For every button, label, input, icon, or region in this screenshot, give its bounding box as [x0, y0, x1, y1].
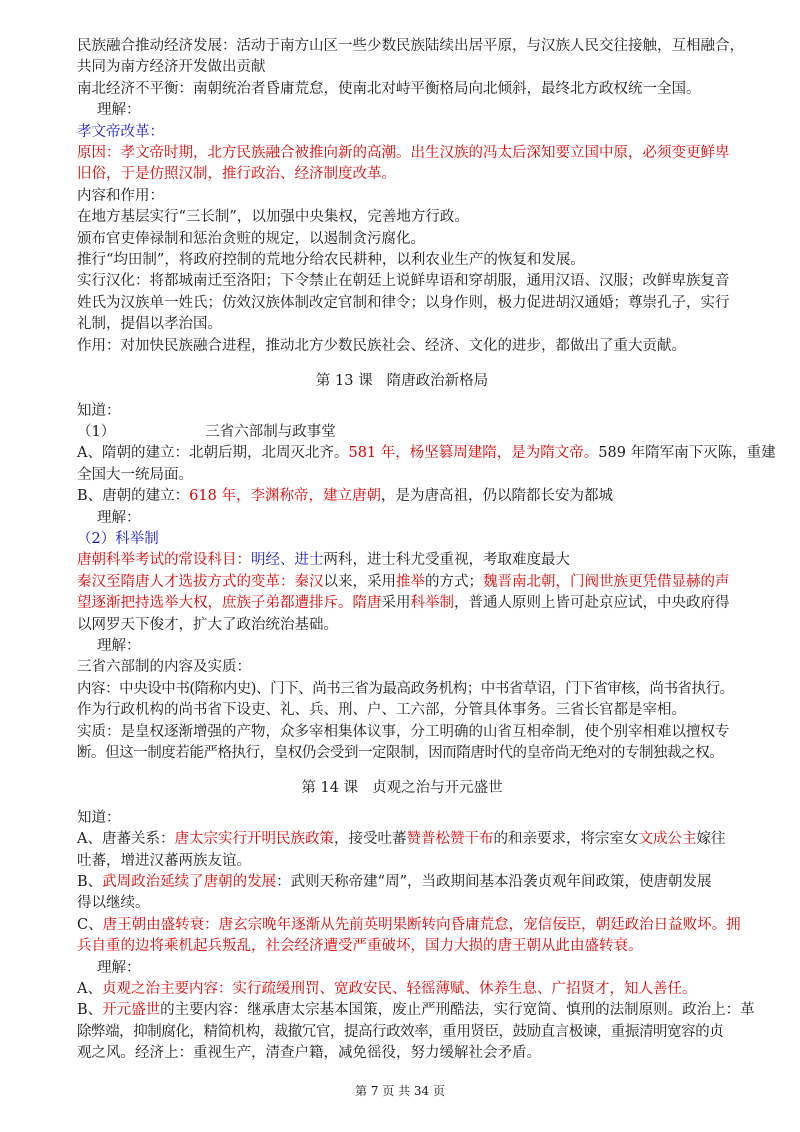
paragraph-line: 旧俗，于是仿照汉制，推行政治、经济制度改革。 [77, 166, 396, 183]
highlight-text: 唐王朝由盛转衰：唐玄宗晚年逐渐从先前英明果断转向昏庸荒怠，宠信佞臣，朝廷政治日益败坏。拥 [102, 916, 741, 933]
text-span: B、 [77, 1002, 103, 1019]
paragraph-line: 吐蕃，增进汉蕃两族友谊。 [77, 852, 251, 869]
paragraph-line: 礼制，提倡以孝治国。 [77, 316, 222, 333]
subsection-number: （1） [77, 423, 116, 440]
highlight-text: 文成公主 [638, 831, 697, 848]
text-span: 以来，采用 [323, 573, 396, 590]
paragraph-line [77, 572, 730, 593]
paragraph-line: 三省六部制的内容及实质： [77, 659, 251, 676]
lesson-number: 第 14 课 [301, 780, 359, 797]
paragraph-line: 全国大一统局面。 [77, 466, 193, 483]
text-span: A、唐蕃关系： [77, 831, 175, 848]
text-span: 的和亲要求，将宗室女 [493, 831, 639, 848]
text-span: 的主要内容：继承唐太宗基本国策，废止严刑酷法，实行宽简、慎刑的法制原则。政治上：革 [160, 1002, 755, 1019]
lesson-number: 第 13 课 [315, 373, 373, 390]
paragraph-line: 观之风。经济上：重视生产，清查户籍，减免徭役，努力缓解社会矛盾。 [77, 1045, 541, 1062]
paragraph-line: 作用：对加快民族融合进程，推动北方少数民族社会、经济、文化的进步，都做出了重大贡献。 [77, 337, 686, 354]
text-span: A、隋朝的建立：北朝后期，北周灭北齐。 [77, 445, 349, 462]
text-span: ，是为唐高祖，仍以隋都长安为都城 [380, 488, 613, 505]
lesson-title [77, 778, 727, 799]
paragraph-line: 内容和作用： [77, 187, 164, 204]
paragraph-line: 民族融合推动经济发展：活动于南方山区一些少数民族陆续出居平原，与汉族人民交往接触，互相融合， [77, 38, 744, 54]
paragraph-line [77, 486, 727, 507]
paragraph-line [77, 872, 727, 893]
text-span: B、 [77, 874, 103, 891]
paragraph-line: 得以继续。 [77, 895, 150, 912]
text-span: C、 [77, 916, 103, 933]
paragraph-line [77, 443, 776, 464]
highlight-text: 唐太宗实行开明民族政策 [174, 831, 334, 848]
paragraph-line [77, 1000, 755, 1021]
highlight-text: 科举制 [410, 595, 454, 612]
highlight-text: 唐朝科举考试的常设科目： [77, 552, 251, 569]
text-span: B、唐朝的建立： [77, 488, 190, 505]
paragraph-line: 以网罗天下俊才，扩大了政治统治基础。 [77, 616, 338, 633]
paragraph-line: 颁布官吏俸禄制和惩治贪赃的规定，以遏制贪污腐化。 [77, 230, 425, 247]
highlight-text: 秦汉 [294, 573, 324, 590]
highlight-text: 两科，进士科尤受重视，考取难度最大 [323, 552, 570, 569]
text-span: A、 [77, 981, 102, 998]
document-body [77, 36, 776, 1065]
lesson-name: 隋唐政治新格局 [386, 373, 489, 390]
paragraph-line: 推行“均田制”，将政府控制的荒地分给农民耕种，以利农业生产的恢复和发展。 [77, 252, 585, 269]
paragraph-line [77, 593, 730, 614]
text-span: ：武则天称帝建“周”，当政期间基本沿袭贞观年间政策，使唐朝发展 [276, 874, 712, 891]
understanding-label: 理解： [97, 102, 141, 119]
section-heading: 孝文帝改革： [77, 123, 164, 140]
lesson-name: 贞观之治与开元盛世 [372, 780, 503, 797]
paragraph-line: 共同为南方经济开发做出贡献 [77, 59, 266, 76]
paragraph-line: 除弊端，抑制腐化，精简机构，裁撤冗官，提高行政效率，重用贤臣，鼓励直言极谏，重振清明宽容的贞 [77, 1023, 724, 1040]
paragraph-line [77, 829, 727, 850]
subsection-heading: （2）科举制 [77, 530, 159, 547]
highlight-text: 武周政治延续了唐朝的发展 [102, 874, 277, 891]
paragraph-line [77, 979, 727, 1000]
paragraph-line [77, 915, 741, 936]
know-label: 知道： [77, 809, 121, 826]
highlight-text: 推举 [396, 573, 425, 590]
paragraph-line: 断。但这一制度若能严格执行，皇权仍会受到一定限制，因而隋唐时代的皇帝尚无绝对的专制独裁之权。 [77, 745, 724, 761]
text-span: 的方式； [425, 573, 483, 590]
paragraph-line: 南北经济不平衡：南朝统治者昏庸荒怠，使南北对峙平衡格局向北倾斜，最终北方政权统一全国。 [77, 80, 701, 97]
understanding-label: 理解： [97, 637, 141, 654]
page-footer: 第 7 页 共 34 页 [355, 1084, 445, 1098]
highlight-text: 隋唐 [352, 595, 382, 612]
paragraph-line: 在地方基层实行“三长制”，以加强中央集权，完善地方行政。 [77, 209, 469, 226]
highlight-text: 明经、进士 [251, 552, 324, 569]
highlight-text: 秦汉至隋唐人才选拔方式的变革： [77, 573, 295, 590]
lesson-title [77, 371, 727, 392]
highlight-text: 581 年，杨坚篡周建隋，是为隋文帝。 [348, 445, 599, 462]
paragraph-line: 作为行政机构的尚书省下设吏、礼、兵、刑、户、工六部，分管具体事务。三省长官都是宰相。 [77, 702, 686, 719]
text-span: ，普通人原则上皆可赴京应试，中央政府得 [454, 595, 730, 612]
highlight-text: 魏晋南北朝，门阀世族更凭借显赫的声 [483, 573, 730, 590]
paragraph-line: 兵自重的边将乘机起兵叛乱，社会经济遭受严重破坏，国力大损的唐王朝从此由盛转衰。 [77, 938, 643, 955]
text-span: 589 年隋军南下灭陈，重建 [598, 445, 776, 462]
text-span: ，接受吐蕃 [333, 831, 407, 848]
highlight-text: 贞观之治主要内容：实行疏缓刑罚、宽政安民、轻徭薄赋、休养生息、广招贤才，知人善任。 [101, 981, 697, 998]
paragraph-line: 内容：中央设中书(隋称内史)、门下、尚书三省为最高政务机构；中书省草诏，门下省审核，尚书省执行。 [77, 680, 734, 697]
understanding-label: 理解： [97, 959, 141, 976]
highlight-text: 赞普松赞干布 [406, 831, 494, 848]
paragraph-line: 实行汉化：将都城南迁至洛阳；下令禁止在朝廷上说鲜卑语和穿胡服，通用汉语、汉服；改鲜卑族复音 [77, 273, 730, 290]
understanding-label: 理解： [97, 509, 141, 526]
subsection-title: 三省六部制与政事堂 [205, 423, 336, 440]
text-span: 采用 [381, 595, 411, 612]
know-label: 知道： [77, 402, 121, 419]
paragraph-line: 姓氏为汉族单一姓氏；仿效汉族体制改定官制和律令；以身作则，极力促进胡汉通婚；尊崇孔子，实行 [77, 294, 730, 311]
paragraph-line: 原因：孝文帝时期，北方民族融合被推向新的高潮。出生汉族的冯太后深知要立国中原，必须变更鲜卑 [77, 145, 730, 162]
paragraph-line: 实质：是皇权逐渐增强的产物，众多宰相集体议事，分工明确的山省互相牵制，使个别宰相难以擅权专 [77, 723, 730, 740]
text-span: 嫁往 [696, 831, 726, 848]
paragraph-line [77, 550, 727, 571]
subsection-heading [77, 422, 727, 443]
highlight-text: 开元盛世 [102, 1002, 161, 1019]
highlight-text: 618 年，李渊称帝，建立唐朝 [189, 488, 381, 505]
highlight-text: 望逐渐把持选举大权，庶族子弟都遭排斥。 [77, 595, 353, 612]
